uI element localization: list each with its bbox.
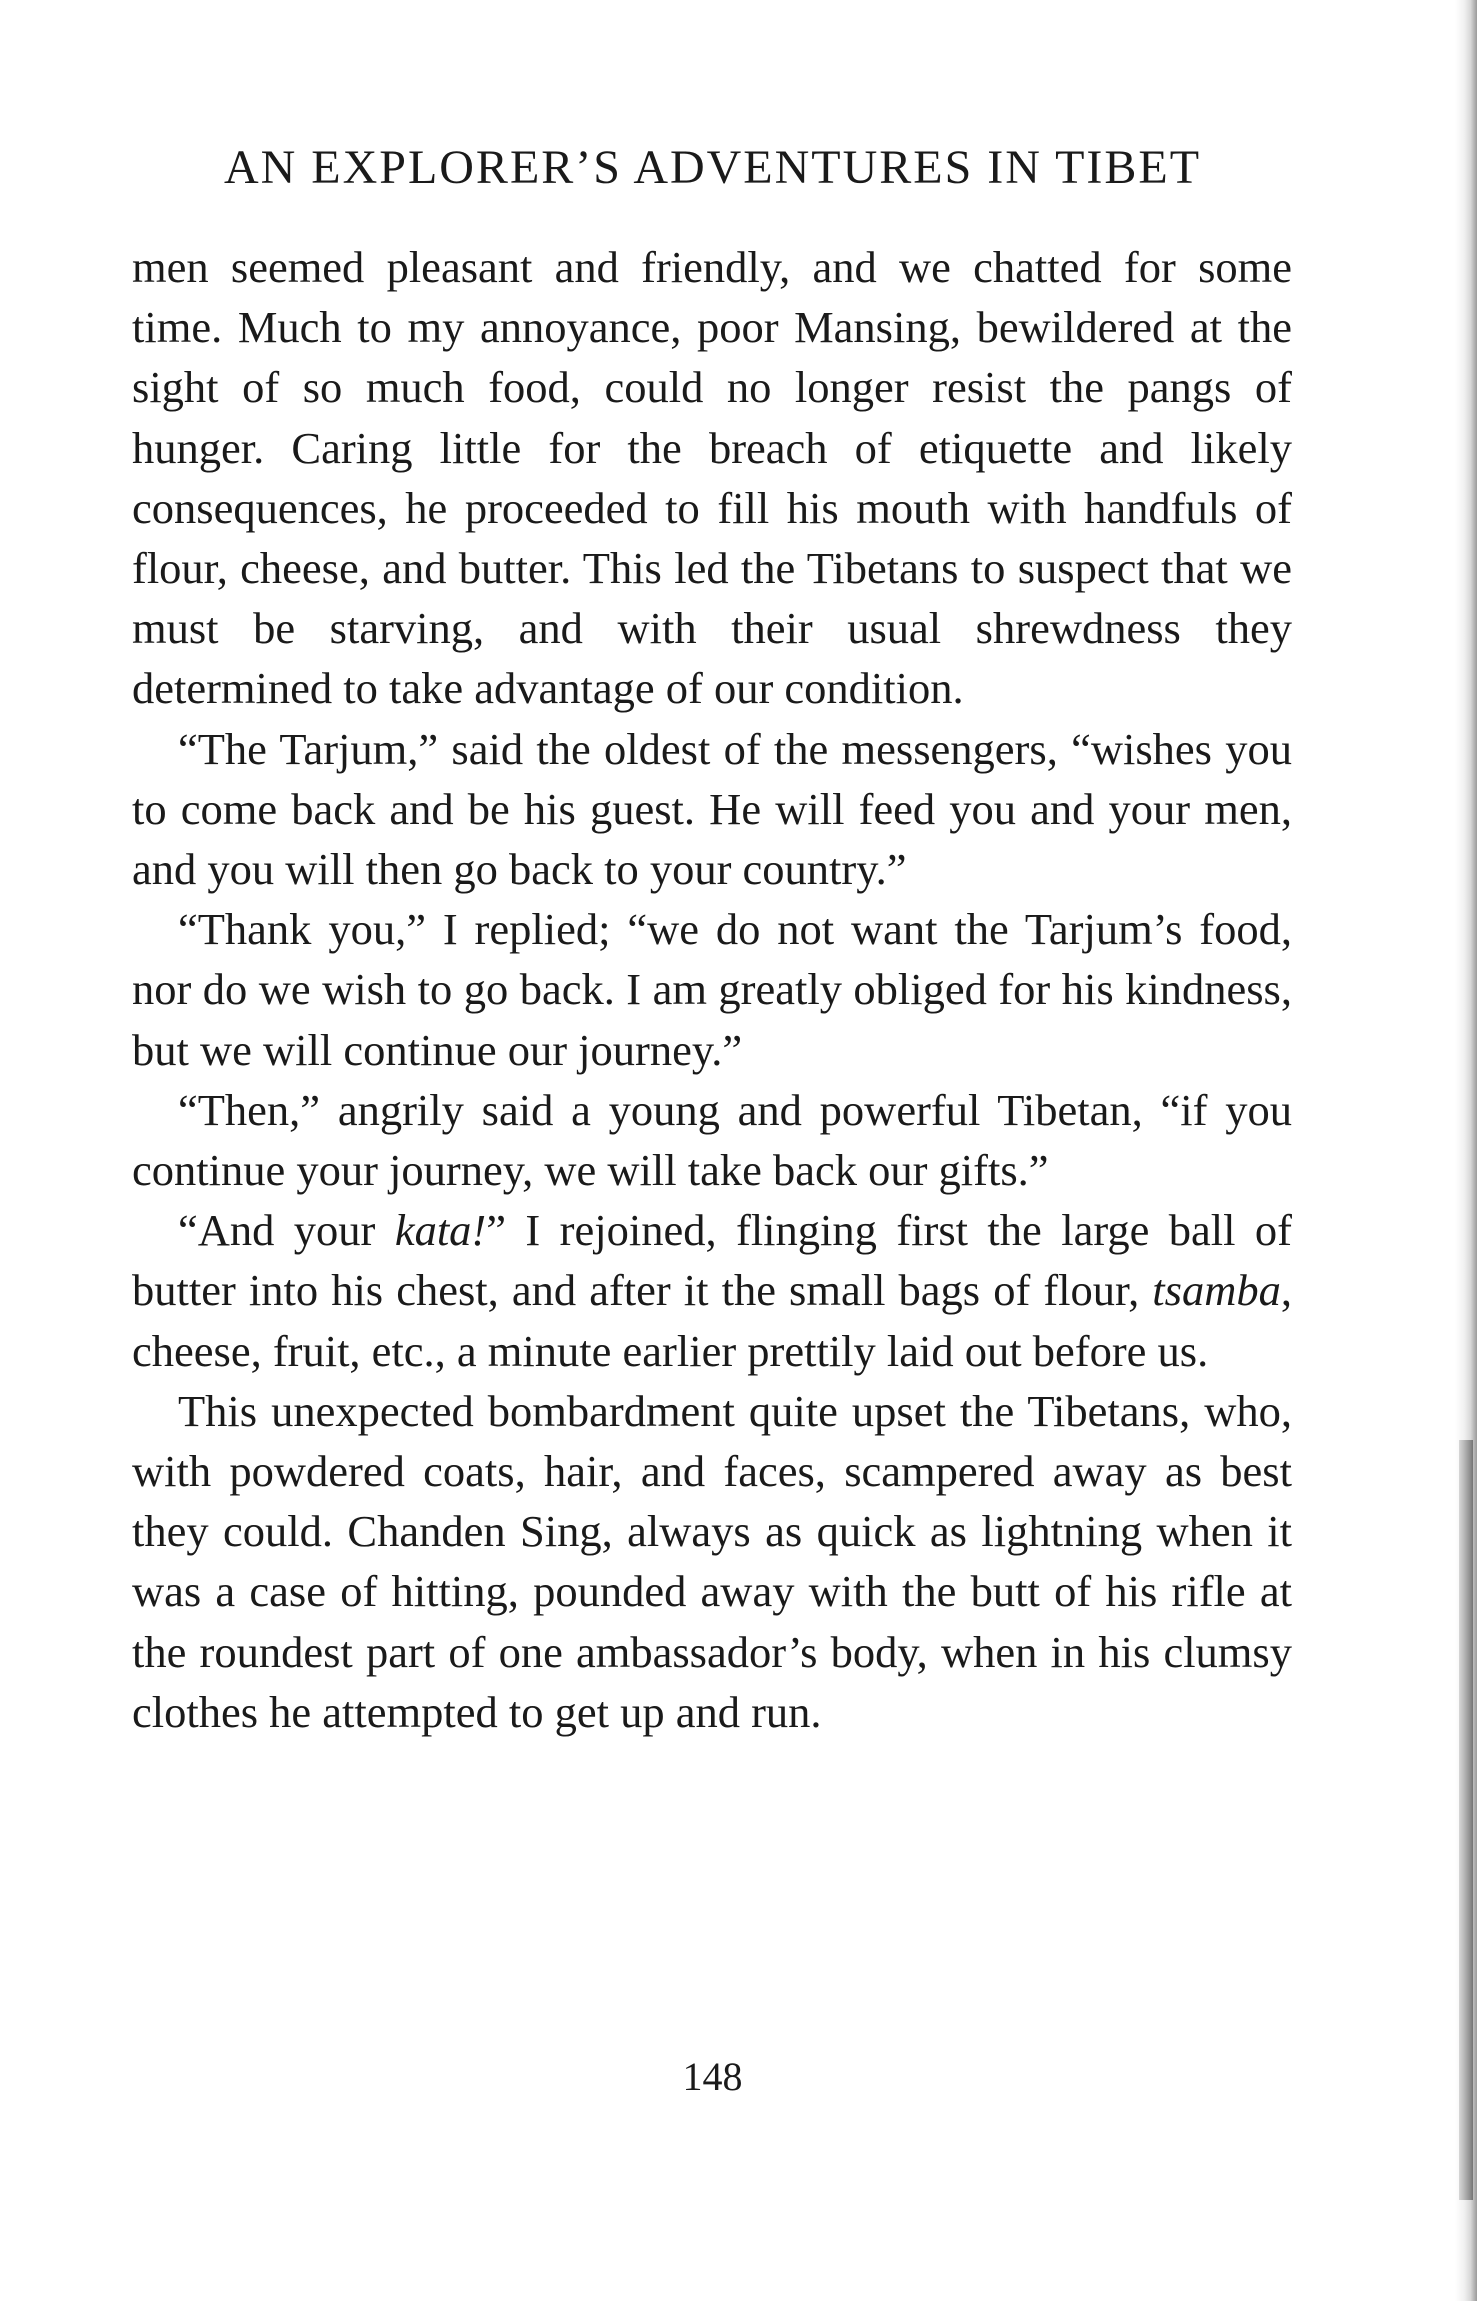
scan-edge xyxy=(1455,0,1477,2301)
paragraph-1-text: men seemed pleasant and friendly, and we chatted for some time. Much to my annoyance, poor Mansing, bewildered at the sight of so much food, could no longer resist the pangs of hunger. Caring little for the breach of etiquette and likely consequences, he proceeded to fill his mouth with handfuls of flour, cheese, and butter. This led the Tibetans to suspect that we must be starving, and with their usual shrewdness they determined to take advantage of our condition. xyxy=(132,242,1292,714)
paragraph-5-text-c: , cheese, fruit, etc., a minute earlier prettily laid out before us. xyxy=(132,1265,1292,1376)
paragraph-3-text: “Thank you,” I replied; “we do not want the Tarjum’s food, nor do we wish to go back. I am greatly obliged for his kindness, but we will continue our journey.” xyxy=(132,904,1292,1075)
paragraph-6 xyxy=(132,1381,1292,1742)
paragraph-2 xyxy=(132,719,1292,900)
paragraph-5-text-a: “And your xyxy=(178,1205,395,1256)
paragraph-6-text: This unexpected bombardment quite upset the Tibetans, who, with powdered coats, hair, and faces, scampered away as best they could. Chanden Sing, always as quick as lightning when it was a case of hitting, pounded away with the butt of his rifle at the roundest part of one ambassador’s body, when in his clumsy clothes he attempted to get up and run. xyxy=(132,1385,1292,1737)
paragraph-4-text: “Then,” angrily said a young and powerful Tibetan, “if you continue your journey, we will take back our gifts.” xyxy=(132,1084,1292,1196)
scan-edge-shadow xyxy=(1459,1440,1473,2200)
paragraph-1 xyxy=(132,237,1292,719)
page-number: 148 xyxy=(682,2054,743,2099)
paragraph-4 xyxy=(132,1080,1292,1200)
body-text xyxy=(132,237,1292,1742)
paragraph-2-text: “The Tarjum,” said the oldest of the messengers, “wishes you to come back and be his guest. He will feed you and your men, and you will then go back to your country.” xyxy=(132,723,1292,895)
paragraph-3 xyxy=(132,899,1292,1080)
italic-kata: kata! xyxy=(394,1205,487,1256)
paragraph-5-text-b: ” I rejoined, flinging first the large ball of butter into his chest, and after it the small bags of flour, xyxy=(132,1205,1292,1316)
italic-tsamba: tsamba xyxy=(1152,1265,1281,1316)
running-title: AN EXPLORER’S ADVENTURES IN TIBET xyxy=(223,141,1202,194)
paragraph-5 xyxy=(132,1200,1292,1381)
